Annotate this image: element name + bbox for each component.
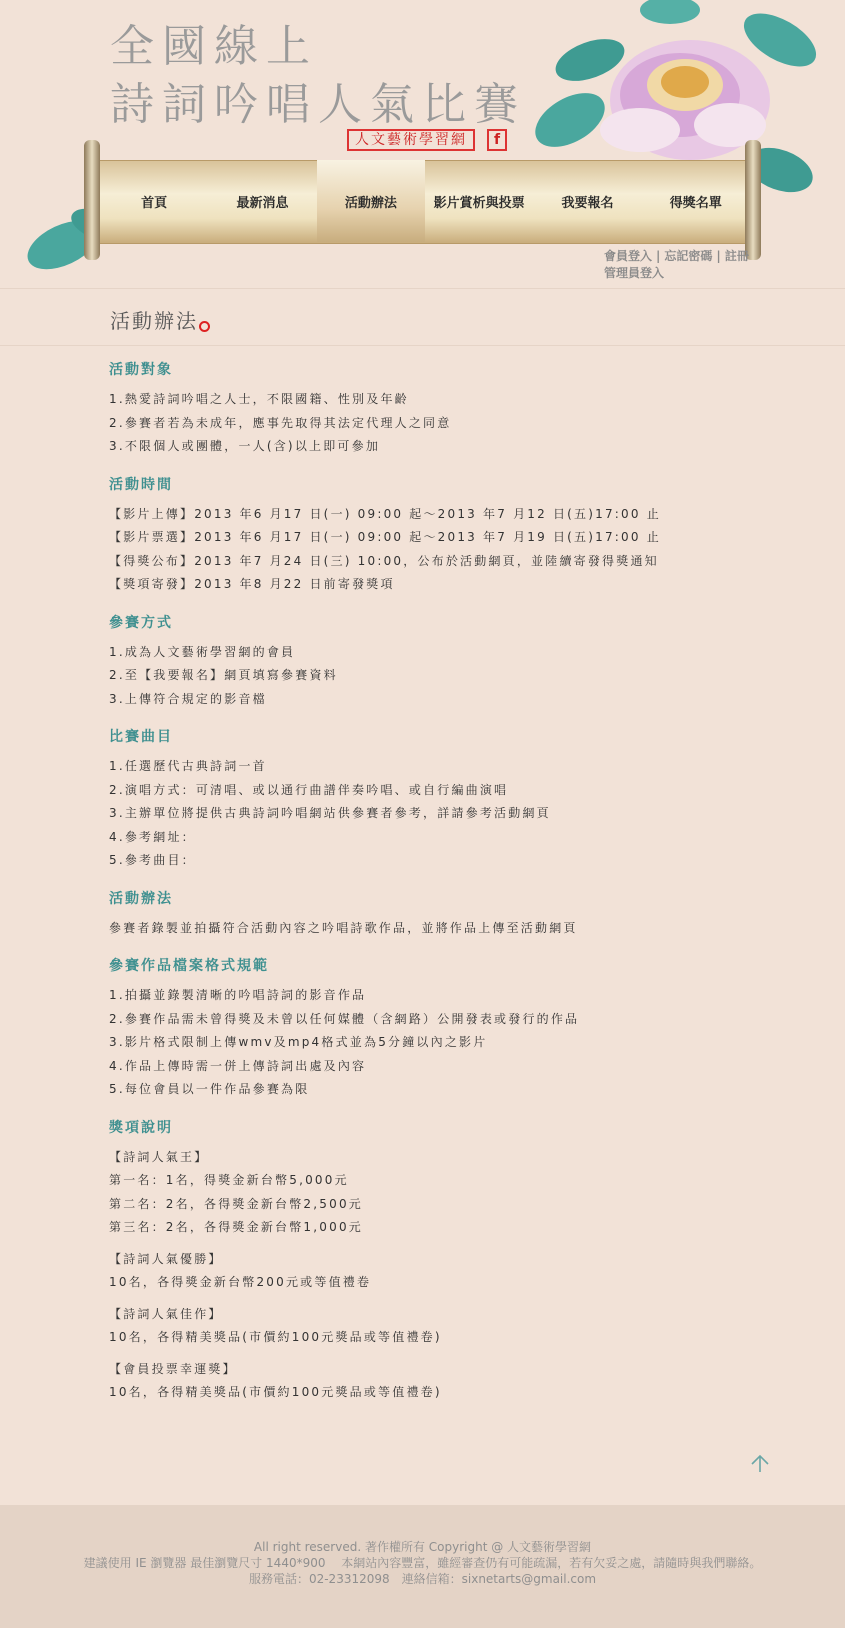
section-line: 1.任選歷代古典詩詞一首 (109, 759, 267, 773)
section-line: 1.熱愛詩詞吟唱之人士，不限國籍、性別及年齡 (109, 392, 409, 406)
section-line: 2.至【我要報名】網頁填寫參賽資料 (109, 668, 338, 682)
section-line: 【影片票選】2013 年6 月17 日(一) 09:00 起～2013 年7 月19 日(五)17:00 止 (109, 530, 661, 544)
main-nav (100, 160, 750, 242)
section-file-format (109, 956, 749, 1102)
section-heading: 活動辦法 (109, 890, 173, 907)
nav-item-signup[interactable]: 我要報名 (561, 195, 614, 211)
register-link[interactable]: 註冊 (724, 249, 749, 263)
member-links (604, 248, 749, 282)
section-heading: 比賽曲目 (109, 729, 173, 745)
section-line: 5.參考曲目： (109, 853, 196, 867)
section-line: 3.上傳符合規定的影音檔 (109, 691, 267, 706)
section-awards (109, 1118, 749, 1405)
page-title-text: 活動辦法 (110, 309, 198, 333)
award-line: 10名，各得精美獎品(市價約100元獎品或等值禮卷) (109, 1330, 442, 1344)
site-title[interactable] (110, 18, 526, 134)
award-group-title: 【詩詞人氣王】 (109, 1149, 209, 1164)
site-header (0, 0, 845, 287)
main-content (109, 360, 749, 1421)
site-title-line2: 詩詞吟唱人氣比賽 (110, 79, 526, 130)
section-line: 5.每位會員以一件作品參賽為限 (109, 1082, 310, 1096)
page-title (110, 305, 210, 334)
section-heading: 參賽方式 (109, 614, 173, 631)
award-line: 第二名：2名，各得獎金新台幣2,500元 (109, 1196, 363, 1211)
site-title-line1: 全國線上 (110, 21, 318, 72)
member-login-link[interactable]: 會員登入 (604, 249, 653, 263)
section-heading: 獎項說明 (109, 1119, 173, 1136)
section-line: 1.拍攝並錄製清晰的吟唱詩詞的影音作品 (109, 988, 367, 1002)
award-line: 10名，各得精美獎品(市價約100元獎品或等值禮卷) (109, 1385, 442, 1399)
nav-item-videos-vote[interactable]: 影片賞析與投票 (433, 195, 525, 211)
section-heading: 活動對象 (109, 362, 173, 378)
section-line: 1.成為人文藝術學習網的會員 (109, 644, 296, 659)
section-line: 3.影片格式限制上傳wmv及mp4格式並為5分鐘以內之影片 (109, 1035, 488, 1049)
award-group-title: 【會員投票幸運獎】 (109, 1361, 237, 1376)
section-how-to-enter (109, 613, 749, 712)
spacer (109, 1240, 749, 1248)
red-dot-icon (199, 321, 210, 332)
section-line: 參賽者錄製並拍攝符合活動內容之吟唱詩歌作品，並將作品上傳至活動網頁 (109, 920, 578, 935)
nav-item-news[interactable]: 最新消息 (236, 195, 289, 211)
section-heading: 活動時間 (109, 476, 173, 493)
scroll-roller-left (84, 140, 100, 260)
spacer (109, 1295, 749, 1303)
section-line: 3.主辦單位將提供古典詩詞吟唱網站供參賽者參考，詳請參考活動網頁 (109, 806, 551, 820)
facebook-icon[interactable]: f (487, 129, 507, 151)
section-schedule (109, 475, 749, 597)
footer-contact: 服務電話：02-23312098 連絡信箱：sixnetarts@gmail.com (248, 1572, 597, 1586)
link-separator: | (656, 249, 661, 263)
award-group-title: 【詩詞人氣優勝】 (109, 1251, 223, 1266)
section-repertoire (109, 727, 749, 873)
site-footer (0, 1505, 845, 1628)
award-line: 第三名：2名，各得獎金新台幣1,000元 (109, 1220, 363, 1234)
link-separator: | (716, 249, 721, 263)
section-line: 2.參賽者若為未成年，應事先取得其法定代理人之同意 (109, 415, 452, 430)
section-target (109, 360, 749, 459)
forgot-password-link[interactable]: 忘記密碼 (664, 249, 713, 263)
back-to-top-icon[interactable] (748, 1452, 772, 1476)
spacer (109, 1350, 749, 1358)
nav-item-rules[interactable]: 活動辦法 (317, 160, 425, 242)
sponsor-seal[interactable]: 人文藝術學習網 (347, 129, 475, 151)
section-line: 2.參賽作品需未曾得獎及未曾以任何媒體（含網路）公開發表或發行的作品 (109, 1011, 580, 1026)
section-line: 3.不限個人或團體，一人(含)以上即可參加 (109, 439, 381, 453)
section-line: 【獎項寄發】2013 年8 月22 日前寄發獎項 (109, 577, 395, 591)
section-line: 2.演唱方式：可清唱、或以通行曲譜伴奏吟唱、或自行編曲演唱 (109, 782, 509, 797)
section-line: 【得獎公布】2013 年7 月24 日(三) 10:00，公布於活動網頁，並陸續寄發得獎通知 (109, 553, 659, 568)
section-rules (109, 889, 749, 941)
section-line: 【影片上傳】2013 年6 月17 日(一) 09:00 起～2013 年7 月12 日(五)17:00 止 (109, 506, 661, 521)
nav-item-home[interactable]: 首頁 (141, 195, 168, 211)
footer-browser-note: 建議使用 IE 瀏覽器 最佳瀏覽尺寸 1440*900 本網站內容豐富，雖經審查仍有可能疏漏，若有欠妥之處，請隨時與我們聯絡。 (83, 1556, 762, 1570)
section-heading: 參賽作品檔案格式規範 (109, 958, 269, 974)
nav-item-winners[interactable]: 得獎名單 (669, 195, 722, 211)
page-title-bar (0, 288, 845, 346)
award-group-title: 【詩詞人氣佳作】 (109, 1306, 223, 1321)
section-line: 4.參考網址： (109, 829, 196, 844)
admin-login-link[interactable]: 管理員登入 (604, 266, 665, 280)
section-line: 4.作品上傳時需一併上傳詩詞出處及內容 (109, 1058, 367, 1073)
award-line: 第一名：1名，得獎金新台幣5,000元 (109, 1173, 349, 1187)
award-line: 10名，各得獎金新台幣200元或等值禮卷 (109, 1275, 372, 1289)
footer-copyright: All right reserved. 著作權所有 Copyright @ 人文藝術學習網 (253, 1540, 592, 1554)
